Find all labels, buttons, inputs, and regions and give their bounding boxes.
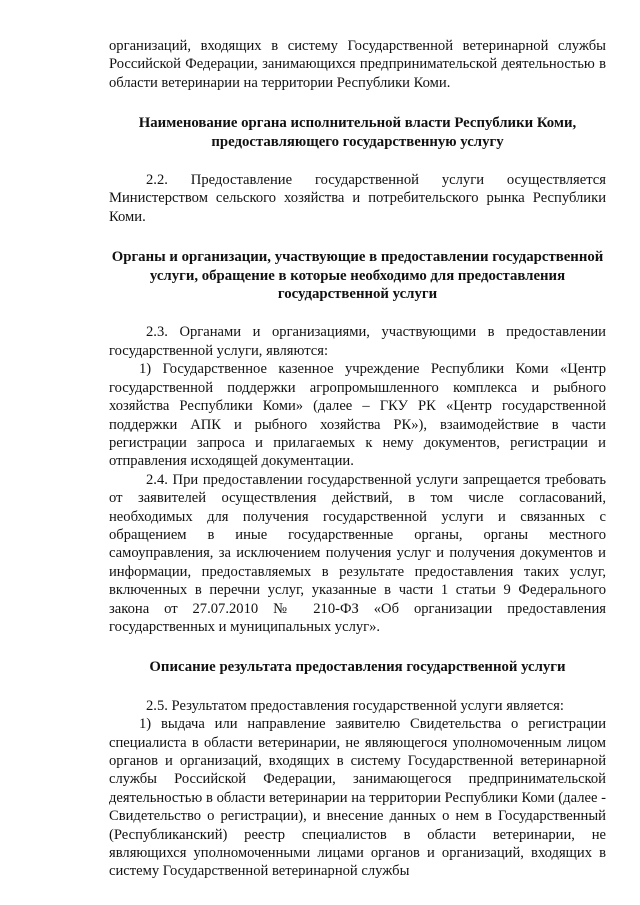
paragraph-2-2: 2.2. Предоставление государственной услуги осуществляется Министерством сельского хозяйства и потребительского рынка Республики Коми. (109, 172, 606, 225)
paragraph-2-3: 2.3. Органами и организациями, участвующими в предоставлении государственной услуги, являются: (109, 324, 606, 359)
paragraph-2-3-item-1: 1) Государственное казенное учреждение Республики Коми «Центр государственной поддержки агропромышленного комплекса и рыбного хозяйства Республики Коми» (далее – ГКУ РК «Центр государственной поддержки АПК и рыбного хозяйства РК»), взаимодействие в части регистрации запроса и прилагаемых к нему документов, регистрации и отправления исходящей документации. (109, 361, 606, 470)
paragraph-2-5: 2.5. Результатом предоставления государственной услуги является: (146, 697, 564, 714)
intro-paragraph: организаций, входящих в систему Государственной ветеринарной службы Российской Федерации, занимающихся предпринимательской деятельностью в области ветеринарии на территории Республики Коми. (109, 38, 606, 91)
paragraph-2-4: 2.4. При предоставлении государственной услуги запрещается требовать от заявителей осуществления действий, в том числе согласований, необходимых для получения государственной услуги и связанных с обращением в иные государственные органы, органы местного самоуправления, за исключением получения услуг и получения документов и информации, предоставляемых в результате предоставления таких услуг, включенных в перечни услуг, указанные в части 1 статьи 9 Федерального закона от 27.07.2010 № 210-ФЗ «Об организации предоставления государственных и муниципальных услуг». (109, 471, 606, 635)
heading-participating-organizations: Органы и организации, участвующие в предоставлении государственной услуги, обращение в которые необходимо для предоставления государственной услуги (111, 249, 604, 303)
heading-authority: Наименование органа исполнительной власти Республики Коми, предоставляющего государственную услугу (138, 115, 577, 150)
heading-service-result: Описание результата предоставления государственной услуги (149, 659, 566, 676)
document-body (109, 37, 606, 881)
paragraph-2-5-item-1: 1) выдача или направление заявителю Свидетельства о регистрации специалиста в области ветеринарии, не являющегося уполномоченным лицом органов и организаций, входящих в систему Государственной ветеринарной службы Российской Федерации, занимающегося предпринимательской деятельностью в области ветеринарии на территории Республики Коми (далее - Свидетельство о регистрации), и внесение данных о нем в Государственный (Республиканский) реестр специалистов в области ветеринарии, не являющихся уполномоченными лицами органов и организаций, входящих в систему Государственной ветеринарной службы (109, 716, 606, 880)
